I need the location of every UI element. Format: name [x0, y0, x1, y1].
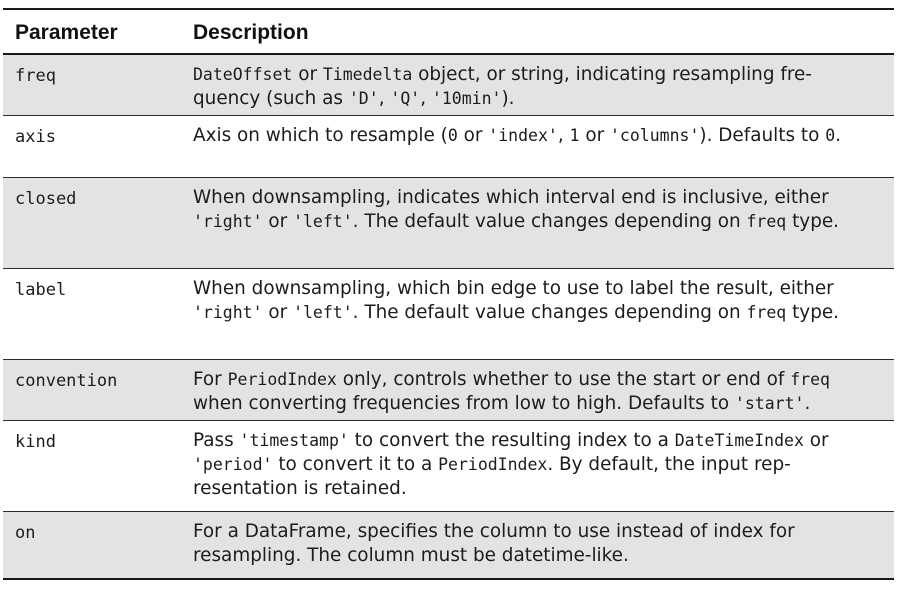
text-span: or	[262, 211, 294, 232]
table-row	[3, 512, 894, 578]
text-span: when converting frequencies from low to high. Defaults to	[193, 393, 735, 414]
code-span: DateOffset	[193, 65, 293, 84]
code-span: 'D'	[348, 89, 379, 108]
parameter-name: closed	[15, 189, 77, 209]
code-span: DateTimeIndex	[674, 431, 804, 450]
code-span: 'index'	[488, 126, 558, 145]
code-span: 'period'	[193, 455, 273, 474]
text-span: to convert it to a	[272, 454, 439, 475]
text-span: . The default value changes depending on	[352, 211, 747, 232]
text-span: .	[835, 125, 842, 146]
parameter-description	[183, 269, 894, 359]
parameter-description	[183, 421, 894, 511]
code-span: 0	[447, 126, 458, 145]
text-span: or	[262, 302, 294, 323]
parameter-name: freq	[15, 66, 56, 86]
code-span: 0	[825, 126, 836, 145]
text-span: or	[457, 125, 489, 146]
text-span: ,	[420, 88, 432, 109]
parameter-name: label	[15, 280, 67, 300]
table-header	[3, 10, 894, 55]
code-span: 'right'	[193, 212, 263, 231]
parameter-description	[183, 178, 894, 268]
parameter-description	[183, 116, 894, 177]
text-span: For a DataFrame, specifies the column to use instead of index for resampling. The column must be datetime-like.	[193, 521, 795, 566]
text-span: or	[579, 125, 610, 146]
code-span: 'right'	[193, 303, 263, 322]
parameter-name: kind	[15, 432, 56, 452]
code-span: freq	[746, 212, 787, 231]
text-span: When downsampling, indicates which interval end is inclusive, either	[193, 187, 829, 208]
table-row	[3, 55, 894, 116]
parameter-name: axis	[15, 127, 56, 147]
code-span: 1	[569, 126, 580, 145]
code-span: 'timestamp'	[239, 431, 349, 450]
text-span: to convert the resulting index to a	[348, 430, 675, 451]
text-span: . The default value changes depending on	[352, 302, 747, 323]
code-span: PeriodIndex	[227, 370, 337, 389]
table-row	[3, 269, 894, 360]
text-span: type.	[786, 211, 840, 232]
header-description: Description	[193, 21, 309, 44]
header-parameter: Parameter	[15, 21, 118, 44]
table-row	[3, 421, 894, 512]
parameter-description	[183, 512, 894, 578]
code-span: freq	[746, 303, 787, 322]
text-span: ). Defaults to	[699, 125, 826, 146]
text-span: .	[804, 393, 811, 414]
text-span: ,	[557, 125, 570, 146]
parameter-description	[183, 55, 894, 115]
text-span: When downsampling, which bin edge to use to label the result, either	[193, 278, 834, 299]
parameter-description	[183, 360, 894, 420]
code-span: 'columns'	[610, 126, 700, 145]
text-span: or	[292, 64, 323, 85]
code-span: 'left'	[293, 212, 353, 231]
code-span: '10min'	[431, 89, 502, 108]
table-row	[3, 360, 894, 421]
text-span: ,	[378, 88, 391, 109]
code-span: Timedelta	[322, 65, 413, 84]
code-span: PeriodIndex	[438, 455, 548, 474]
parameter-name: on	[15, 523, 36, 543]
table-row	[3, 116, 894, 178]
text-span: only, controls whether to use the start or end of	[336, 369, 791, 390]
text-span: . By default, the input rep- resentation is retained.	[193, 454, 791, 499]
text-span: object, or string, indicating resampling fre- quency (such as	[193, 64, 812, 109]
text-span: For	[193, 369, 228, 390]
code-span: 'left'	[293, 303, 353, 322]
code-span: freq	[790, 370, 830, 389]
text-span: Pass	[193, 430, 240, 451]
code-span: 'Q'	[390, 89, 421, 108]
text-span: or	[803, 430, 829, 451]
text-span: Axis on which to resample (	[193, 125, 448, 146]
text-span: type.	[786, 302, 840, 323]
code-span: 'start'	[734, 394, 805, 413]
table-row	[3, 178, 894, 269]
text-span: ).	[501, 88, 515, 109]
parameter-table	[3, 8, 894, 580]
parameter-name: convention	[15, 371, 118, 391]
